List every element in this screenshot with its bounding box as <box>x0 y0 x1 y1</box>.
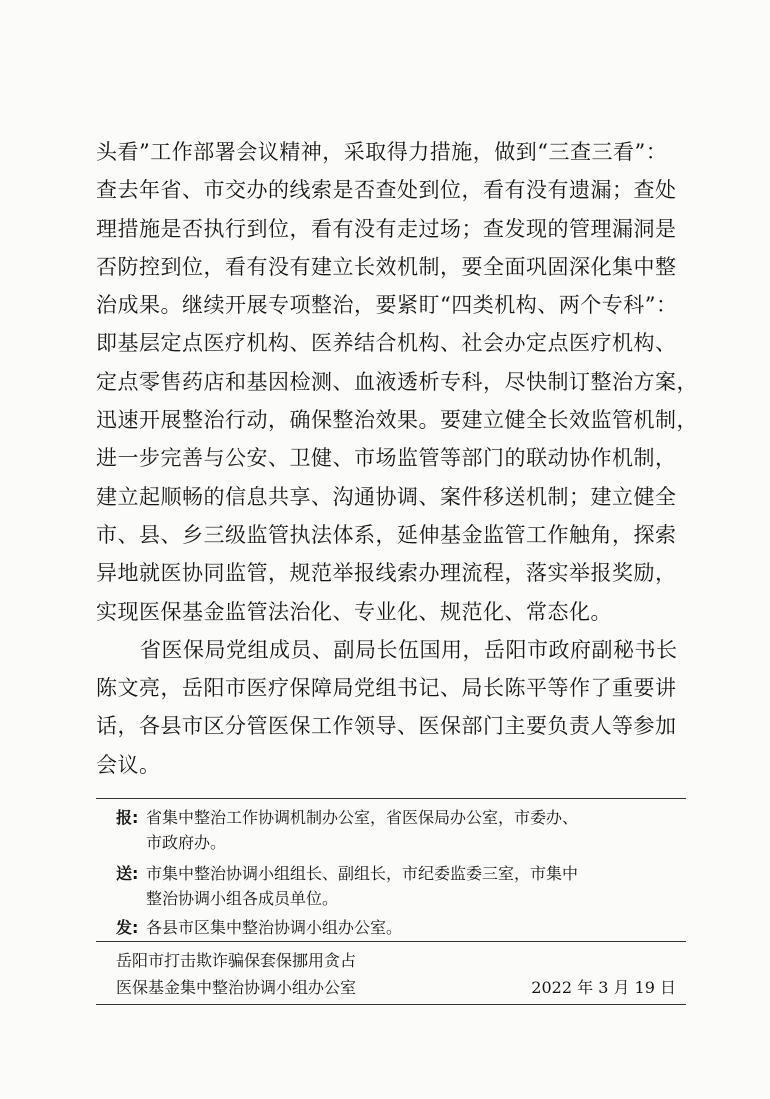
body-line: 建立起顺畅的信息共享、沟通协调、案件移送机制；建立健全 <box>96 484 677 509</box>
paragraph-2-line: 陈文亮，岳阳市医疗保障局党组书记、局长陈平等作了重要讲 <box>96 676 677 701</box>
issuer-name-line-2 <box>116 974 676 1001</box>
body-line: 市、县、乡三级监管执法体系，延伸基金监管工作触角，探索 <box>96 522 677 547</box>
distribution-list <box>116 805 676 940</box>
divider-middle <box>96 941 686 942</box>
body-line: 进一步完善与公安、卫健、市场监管等部门的联动协作机制， <box>96 446 677 471</box>
report-to-line: 市政府办。 <box>146 833 227 852</box>
issuer-footer <box>116 947 676 1001</box>
paragraph-2-line: 话，各县市区分管医保工作领导、医保部门主要负责人等参加 <box>96 714 677 739</box>
paragraph-2-line: 会议。 <box>96 752 161 777</box>
issue-to-line: 各县市区集中整治协调小组办公室。 <box>146 918 403 937</box>
body-line: 理措施是否执行到位，看有没有走过场；查发现的管理漏洞是 <box>96 216 677 241</box>
send-to-line: 整治协调小组各成员单位。 <box>146 889 339 908</box>
issuer-name-line-1: 岳阳市打击欺诈骗保套保挪用贪占 <box>116 951 357 970</box>
divider-bottom <box>96 1004 686 1005</box>
report-to-row <box>116 805 676 855</box>
report-to-key: 报: <box>116 808 139 827</box>
body-line: 迅速开展整治行动，确保整治效果。要建立健全长效监管机制， <box>96 408 698 433</box>
paragraph-2-line: 省医保局党组成员、副局长伍国用，岳阳市政府副秘书长 <box>140 637 678 662</box>
body-line: 即基层定点医疗机构、医养结合机构、社会办定点医疗机构、 <box>96 331 677 356</box>
body-line: 否防控到位，看有没有建立长效机制，要全面巩固深化集中整 <box>96 254 677 279</box>
body-line: 异地就医协同监管，规范举报线索办理流程，落实举报奖励， <box>96 561 677 586</box>
issuer-name-line-2-text: 医保基金集中整治协调小组办公室 <box>116 978 357 997</box>
issue-date: 2022 年 3 月 19 日 <box>531 978 676 997</box>
body-line: 治成果。继续开展专项整治，要紧盯“四类机构、两个专科”： <box>96 293 678 318</box>
report-to-line: 省集中整治工作协调机制办公室，省医保局办公室，市委办、 <box>146 808 579 827</box>
body-line: 定点零售药店和基因检测、血液透析专科，尽快制订整治方案， <box>96 369 698 394</box>
issue-to-row <box>116 915 676 940</box>
send-to-key: 送: <box>116 864 139 883</box>
body-text <box>96 133 696 784</box>
body-line: 实现医保基金监管法治化、专业化、规范化、常态化。 <box>96 599 612 624</box>
divider-top <box>96 798 686 799</box>
send-to-row <box>116 861 676 911</box>
send-to-line: 市集中整治协调小组组长、副组长，市纪委监委三室，市集中 <box>146 864 579 883</box>
body-line: 头看”工作部署会议精神，采取得力措施，做到“三查三看”： <box>96 140 668 164</box>
body-line: 查去年省、市交办的线索是否查处到位，看有没有遗漏；查处 <box>96 178 677 203</box>
issue-to-key: 发: <box>116 918 139 937</box>
